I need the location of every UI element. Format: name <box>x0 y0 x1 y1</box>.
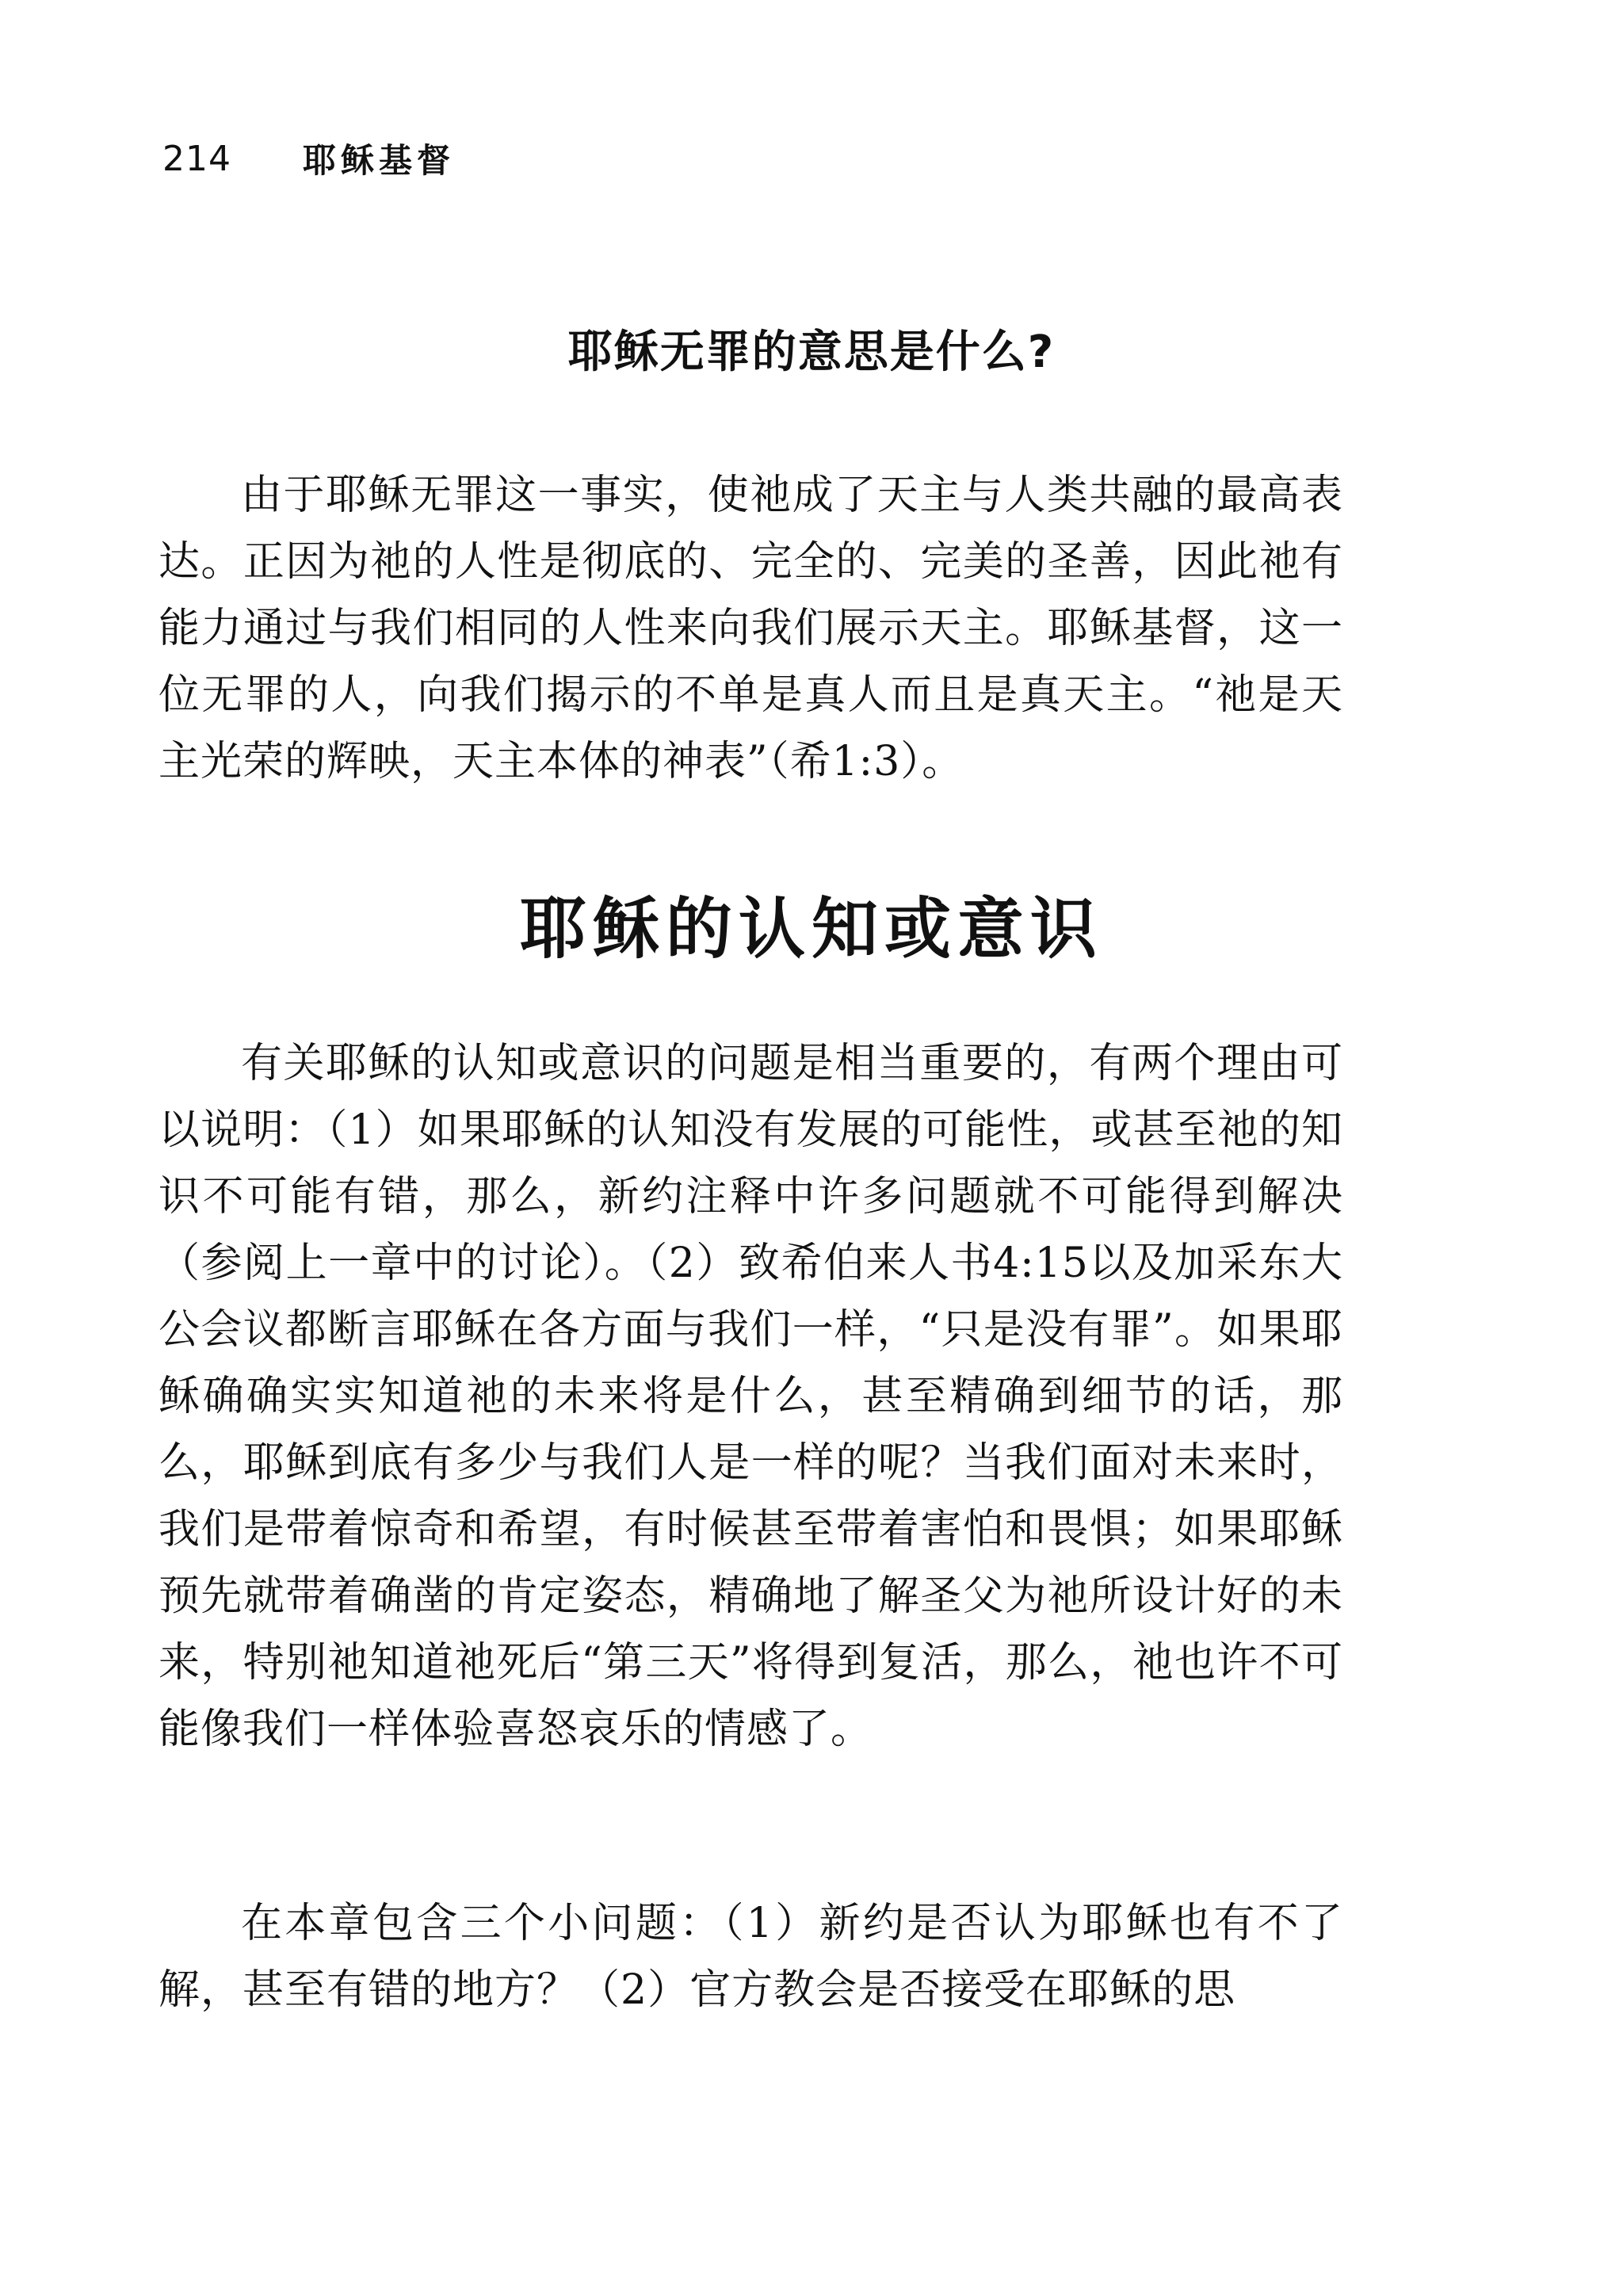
section-heading: 耶稣的认知或意识 <box>519 890 1103 968</box>
body-paragraph-1: 由于耶稣无罪这一事实，使祂成了天主与人类共融的最高表达。正因为祂的人性是彻底的、完全的、完美的圣善，因此祂有能力通过与我们相同的人性来向我们展示天主。耶稣基督，这一位无罪的人，向我们揭示的不单是真人而且是真天主。“祂是天主光荣的辉映，天主本体的神表”（希1:3）。 <box>158 472 1343 785</box>
body-paragraph-2: 有关耶稣的认知或意识的问题是相当重要的，有两个理由可以说明：（1）如果耶稣的认知没有发展的可能性，或甚至祂的知识不可能有错，那么，新约注释中许多问题就不可能得到解决（参阅上一章中的讨论）。（2）致希伯来人书4:15以及加采东大公会议都断言耶稣在各方面与我们一样，“只是没有罪”。如果耶稣确确实实知道祂的未来将是什么，甚至精确到细节的话，那么，耶稣到底有多少与我们人是一样的呢？当我们面对未来时，我们是带着惊奇和希望，有时候甚至带着害怕和畏惧；如果耶稣预先就带着确凿的肯定姿态，精确地了解圣父为祂所设计好的未来，特别祂知道祂死后“第三天”将得到复活，那么，祂也许不可能像我们一样体验喜怒哀乐的情感了。 <box>158 1040 1343 1753</box>
subsection-heading: 耶稣无罪的意思是什么? <box>567 327 1056 378</box>
page-number: 214 <box>162 138 231 179</box>
body-paragraph-3: 在本章包含三个小问题：（1）新约是否认为耶稣也有不了解，甚至有错的地方？（2）官方教会是否接受在耶稣的思 <box>158 1900 1343 2014</box>
running-header <box>162 127 455 190</box>
running-book-title: 耶稣基督 <box>302 141 455 180</box>
